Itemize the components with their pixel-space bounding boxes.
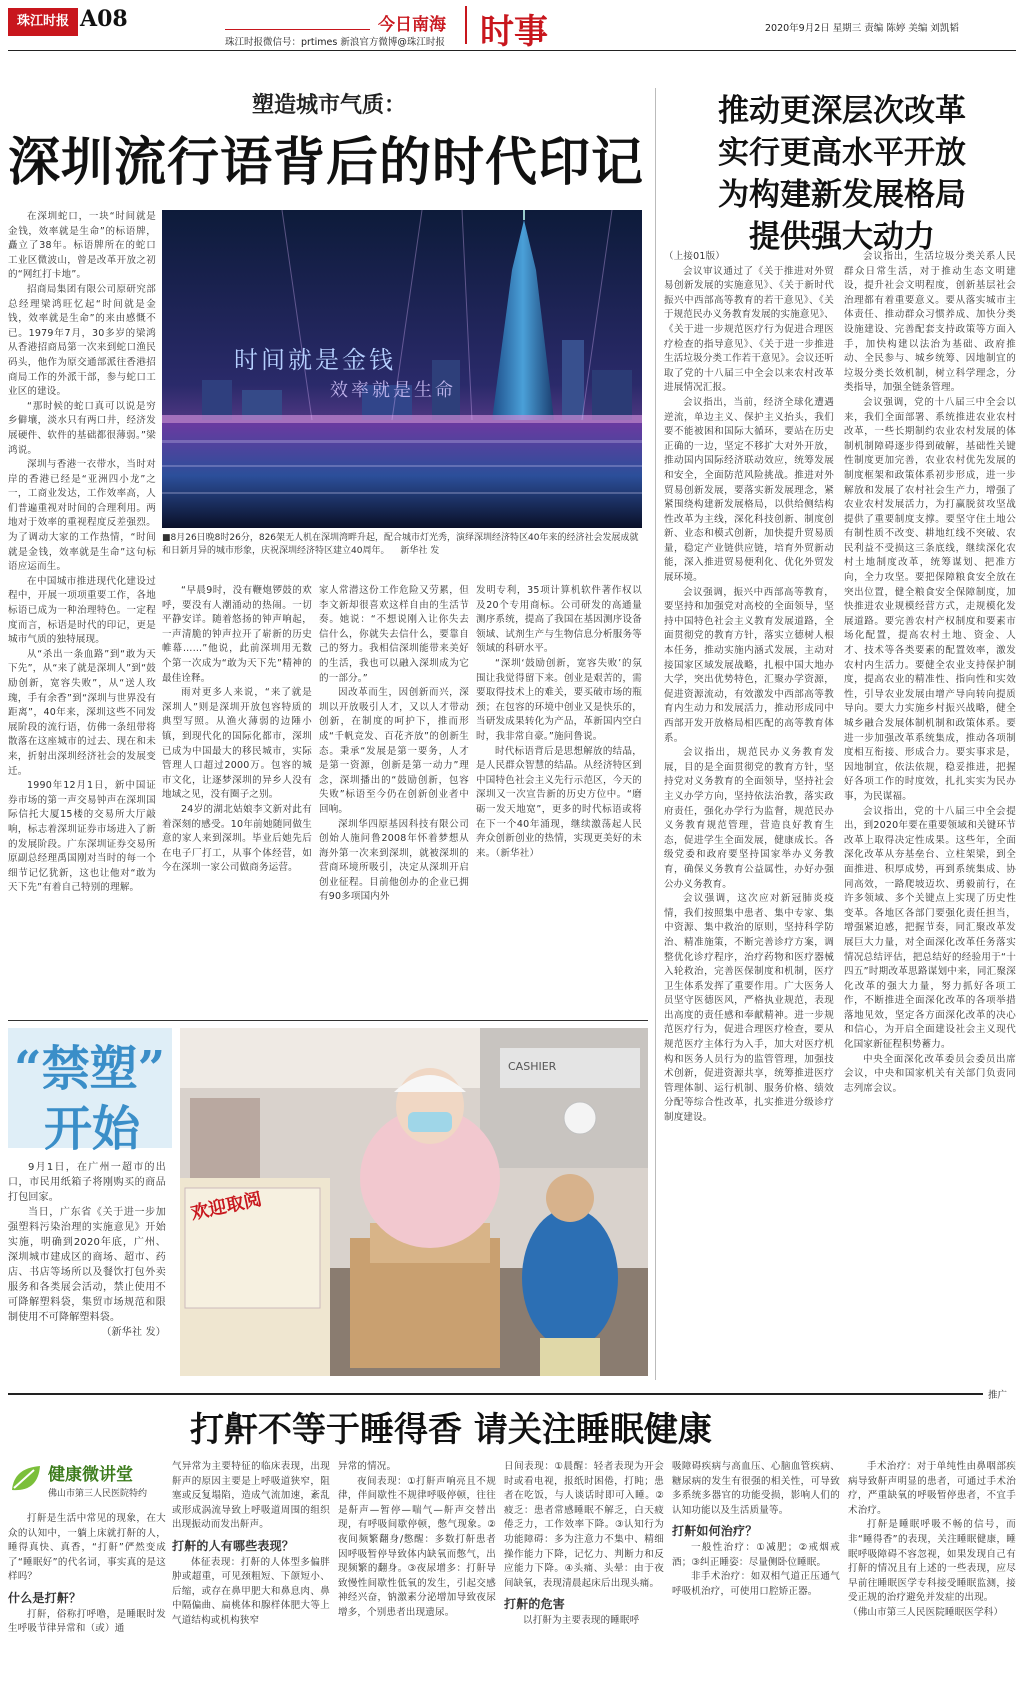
paragraph: “深圳‘鼓励创新，宽容失败’的氛围让我觉得留下来。创业是艰苦的，需要取得技术上的难关，要买破市场的瓶颈；在包容的环境中创业又是快乐的，当研发成果转化为产品，革新国内空白时，我非常自豪。”施问鲁说。 <box>476 657 642 742</box>
paragraph: 会议强调，振兴中西部高等教育，要坚持和加强党对高校的全面领导，坚持中国特色社会主义教育发展道路，全面贯彻党的教育方针，落实立德树人根本任务，推动实施内涵式发展，主动对接国家区域发展战略，扎根中国大地办大学，突出优势特色，汇聚办学资源，促进资源流动，有效激发中西部高等教育内生动力和发展活力，推动形成同中西部开发开放格局相匹配的高等教育体系。 <box>664 586 834 744</box>
headline-line: 推动更深层次改革 <box>718 93 966 129</box>
welcome-sign: 欢迎取阅 <box>188 1188 264 1225</box>
paragraph: 时代标语背后是思想解放的结晶，是人民群众智慧的结晶。从经济特区到中国特色社会主义先行示范区，今天的深圳又一次宣告新的历史方位中。“磨砺一发天地宽”，更多的时代标语或将在下一个40年涌现，继续激荡起人民奔众创新创业的热情，实现更美好的未来。（新华社） <box>476 745 642 859</box>
paper-logo: 珠江时报 <box>8 8 78 36</box>
paragraph: 在深圳蛇口，一块“时间就是金钱，效率就是生命”的标语牌，矗立了38年。标语牌所在的蛇口工业区微波山，曾是改革开放之初的“网红打卡地”。 <box>8 211 156 281</box>
drone-text-2: 效率就是生命 <box>330 380 456 401</box>
article4-column-4 <box>504 1460 664 1676</box>
column-divider <box>655 88 656 1380</box>
article4-column-3 <box>338 1460 496 1676</box>
paragraph: 手术治疗：对于单纯性由鼻咽部疾病导致鼾声明显的患者，可通过手术治疗，严重缺氧的呼吸暂停患者，不宜手术治疗。 <box>848 1461 1016 1516</box>
cashier-sign: CASHIER <box>508 1060 557 1073</box>
masthead-red-rule <box>225 29 370 30</box>
article3-body <box>8 1160 166 1374</box>
paragraph: 雨对更多人来说，“来了就是深圳人”则是深圳开放包容特质的典型写照。从渔火薄弱的边陲小镇，到现代化的国际化都市，深圳已成为中国最大的移民城市，实际管理人口超过2000万。包容的城市文化，让逐梦深圳的异乡人没有地域之见，没有圈子之别。 <box>162 687 312 801</box>
wechat-line: 珠江时报微信号：prtimes 新浪官方微博@珠江时报 <box>225 37 445 48</box>
article4-headline: 打鼾不等于睡得香 请关注睡眠健康 <box>190 1410 712 1450</box>
article1-column-2 <box>162 584 312 914</box>
ban-plastic-title-1: “禁塑” <box>14 1041 166 1097</box>
supermarket-photo <box>180 1028 648 1376</box>
page-number: A08 <box>80 6 128 32</box>
paragraph: 一般性治疗：①减肥；②戒烟戒酒；③纠正睡姿：尽量侧卧位睡眠。 <box>672 1541 840 1568</box>
leaf-icon <box>8 1462 44 1498</box>
paragraph: 在中国城市推进现代化建设过程中，开展一项项重要工作，各地标语已成为一种治理特色。一定程度而言，标语是时代的印记，更是城市气质的独特展现。 <box>8 575 156 646</box>
article1-kicker: 塑造城市气质： <box>252 92 407 118</box>
credit: （佛山市第三人民医院睡眠医学科） <box>848 1606 1004 1618</box>
article1-headline: 深圳流行语背后的时代印记 <box>8 132 645 193</box>
paragraph: “那时候的蛇口真可以说是穷乡僻壤，淡水只有两口井，经济发展硬件、软件的基础都很薄弱。”梁鸿说。 <box>8 400 156 456</box>
shenzhen-night-photo <box>162 210 642 528</box>
paragraph: 打鼾，俗称打呼噜，是睡眠时发生呼吸节律异常和（或）通 <box>8 1608 166 1635</box>
article1-left-column <box>8 210 156 980</box>
paragraph: 吸障碍疾病与高血压、心脑血管疾病、糖尿病的发生有很强的相关性，可导致多系统多器官的功能受损，影响人们的认知功能以及生活质量等。 <box>672 1461 840 1516</box>
article1-column-3 <box>319 584 469 914</box>
credit: （新华社 发） <box>101 1327 166 1338</box>
subheading: 打鼾的人有哪些表现？ <box>172 1538 295 1553</box>
badge-name: 健康微讲堂 <box>48 1465 133 1485</box>
paragraph: “早晨9时，没有鞭炮锣鼓的欢呼，要没有人潮涌动的热闹。一切平静安详。随着悠扬的钟声响起，一声清脆的钟声拉开了崭新的历史帷幕……”他说，此前深圳用无数个第一次成为“敢为天下先”精神的最佳诠释。 <box>162 585 312 684</box>
article4-column-2 <box>172 1460 330 1676</box>
paragraph: 1990年12月1日，新中国证券市场的第一声交易钟声在深圳国际信托大厦15楼的交易所大厅敲响，标志着深圳证券市场进入了新的发展阶段。广东深圳证券交易所原副总经理禹国刚对当时的每一个细节记忆犹新，这也让他对“敢为天下先”有着自己特别的理解。 <box>8 780 156 894</box>
article1-column-4 <box>476 584 642 914</box>
paragraph: 发明专利，35项计算机软件著作权以及20个专用商标。公司研发的高通量测序系统，提高了我国在基因测序设备领域、试剂生产与生物信息分析服务等领域的科研水平。 <box>476 585 642 655</box>
badge-hospital: 佛山市第三人民医院特约 <box>48 1489 148 1499</box>
paragraph: 会议强调，党的十八届三中全会以来，我们全面部署、系统推进农业农村改革，一些长期制约农业农村发展的体制机制障碍逐步得到破解，基础性关键性制度更加完善，农业农村优先发展的制度框架和政策体系初步形成，进一步解放和发展了农村社会生产力，增强了农业农村发展活力，为打赢脱贫攻坚战提供了重要制度支撑。要坚守住土地公有制性质不改变、耕地红线不突破、农民利益不受损这三条底线，继续深化农村土地制度改革，统筹谋划、把准方向，全力攻坚。要把保障粮食安全放在突出位置，健全粮食安全保障制度，加快推进农业规模经营方式，走规模化发展道路。要完善农村产权制度和要素市场化配置，提高农村土地、资金、人才、技术等各类要素的配置效率，激发农村内生活力。要健全农业支持保护制度，提高农业的精准性、指向性和实效性，引导农业发展由增产导向转向提质导向。要大力实施乡村振兴战略，健全城乡融合发展体制机制和政策体系。要进一步加强改革系统集成，推动各项制度相互衔接、形成合力。要实事求是，因地制宜，依法依规，稳妥推进，把握好各项工作的时度效，扎扎实实为民办事，为民谋福。 <box>844 396 1016 802</box>
masthead <box>0 0 1024 52</box>
paragraph: 24岁的湖北姑娘李文新对此有着深刻的感受。10年前她随同做生意的家人来到深圳。毕业后她先后在电子厂打工，从事个体经营，如今在深圳一家公司做商务运营。 <box>162 803 312 874</box>
paragraph: （上接01版） <box>664 251 725 262</box>
caption-credit: 新华社 发 <box>400 546 440 556</box>
paragraph: 会议指出，生活垃圾分类关系人民群众日常生活，对于推动生态文明建设，提升社会文明程度，创新基层社会治理都有着重要意义。要从落实城市主体责任、推动群众习惯养成、加快分类设施建设、完善配套支持政策等方面入手，加快构建以法治为基础、政府推动、全民参与、城乡统筹、因地制宜的垃圾分类长效机制，树立科学理念，分类指导，加强全链条管理。 <box>844 251 1016 394</box>
paragraph: 气异常为主要特征的临床表现，出现鼾声的原因主要是上呼吸道狭窄，阻塞或反复塌陷，造成气流加速，紊乱或形成涡流导致上呼吸道周围的组织出现振动而发出鼾声。 <box>172 1461 330 1531</box>
headline-line: 为构建新发展格局 <box>718 177 966 213</box>
section-left-label: 今日南海 <box>378 15 446 35</box>
paragraph: 异常的情况。 <box>338 1461 397 1472</box>
paragraph: 非手术治疗：如双相气道正压通气呼吸机治疗，可使用口腔矫正器。 <box>672 1571 840 1597</box>
paragraph: 会议强调，这次应对新冠肺炎疫情，我们按照集中患者、集中专家、集中资源、集中救治的原则，坚持科学防治、精准施策，不断完善诊疗方案，调整优化诊疗程序，治疗药物和医疗器械入轮救治，完善医保制度和机制，医疗卫生体系发挥了重要作用。广大医务人员坚守医德医风，严格执业规范，表现出高度的责任感和奉献精神。进一步规范医疗行为，促进合理医疗检查，要从规范医疗主体行为入手，加大对医疗机构和医务人员行为的监管管理，加强技术创新，促进资源共享，统筹推进医疗管理体制、运行机制、服务价格、绩效分配等综合性改革，扎实推进分级诊疗制度建设。 <box>664 893 834 1124</box>
subheading: 打鼾的危害 <box>504 1597 566 1612</box>
section-right-label: 时事 <box>480 12 548 52</box>
promo-tag: 推广 <box>988 1390 1008 1401</box>
paragraph: 会议指出，规范民办义务教育发展，目的是全面贯彻党的教育方针，坚持党对义务教育的全面领导，坚持社会主义办学方向，坚持依法治教，落实政府责任，强化办学行为监督，规范民办义务教育规范管理，营造良好教育生态，促进学生全面发展，健康成长。各级党委和政府要坚持国家举办义务教育，确保义务教育公益属性，办好办强公办义务教育。 <box>664 747 834 890</box>
drone-text-1: 时间就是金钱 <box>234 346 396 374</box>
subheading: 什么是打鼾？ <box>8 1590 82 1605</box>
article4-column-5 <box>672 1460 840 1676</box>
caption-text: ■8月26日晚8时26分，826架无人机在深圳湾畔升起，配合城市灯光秀，演绎深圳经济特区40年来的经济社会发展成就和日新月异的城市形象，庆祝深圳经济特区建立40周年。 <box>162 533 639 556</box>
headline-line: 提供强大动力 <box>749 219 935 255</box>
paragraph: 9月1日，在广州一超市的出口，市民用纸箱子将刚购买的商品打包回家。 <box>8 1162 166 1203</box>
paragraph: 以打鼾为主要表现的睡眠呼 <box>523 1614 640 1626</box>
paragraph: 从“杀出一条血路”到“敢为天下先”，从“来了就是深圳人”到“鼓励创新，宽容失败”，从“送人玫瑰，手有余香”到“深圳与世界没有距离”，40年来，深圳这些不同发展阶段的流行语，仿佛一条纽带将散落在这座城市的过去、现在和未来，折射出深圳经济社会的发展变迁。 <box>8 648 156 777</box>
paragraph: 因改革而生，因创新而兴，深圳以开放吸引人才，又以人才带动创新，在制度的呵护下，推而形成“千帆竞发、百花齐放”的创新生态。秉承“发展是第一要务，人才是第一资源，创新是第一动力”理念，深圳播出的“鼓励创新，包容失败”标语至今仍在创新创业者中回响。 <box>319 687 469 815</box>
paragraph: 日间表现：①晨醒：轻者表现为开会时或看电视，报纸时困倦，打盹；患者在吃饭，与人谈话时即可入睡。②疲乏：患者常感睡眠不解乏，白天疲倦乏力，工作效率下降。③认知行为功能障碍：多为注意力不集中、精细操作能力下降，记忆力、判断力和反应能力下降。④头痛、头晕：由于夜间缺氧，表现清晨起床后出现头痛。 <box>504 1461 664 1589</box>
paragraph: 打鼾是睡眠呼吸不畅的信号，而非“睡得香”的表现，关注睡眠健康，睡眠呼吸障碍不容忽视，如果发现自己有打鼾的情况且有上述的一些表现，应尽早前往睡眠医学专科接受睡眠监测，接受正规的治疗避免并发症的出现。 <box>848 1519 1016 1604</box>
paragraph: 会议审议通过了《关于推进对外贸易创新发展的实施意见》、《关于新时代振兴中西部高等教育的若干意见》、《关于规范民办义务教育发展的实施意见》、《关于进一步规范医疗行为促进合理医疗检查的指导意见》、《关于进一步推进生活垃圾分类工作若干意见》。会议还听取了党的十八届三中全会以来农村改革进展情况汇报。 <box>664 265 834 394</box>
article4-column-6 <box>848 1460 1016 1676</box>
paragraph: 招商局集团有限公司原研究部总经理梁鸿旺忆起“时间就是金钱，效率就是生命”的来由感慨不已。1979年7月，30多岁的梁鸿从香港招商局第一次来到蛇口渔民码头，他作为原交通部派往香港招商局工作的外派干部，参与蛇口工业区的建设。 <box>8 283 156 398</box>
paragraph: 中央全面深化改革委员会委员出席会议，中央和国家机关有关部门负责同志列席会议。 <box>844 1053 1016 1094</box>
paragraph: 体征表现：打鼾的人体型多偏胖肿或超重，可见颈粗短、下颌短小、后缩，或存在鼻甲肥大和鼻息肉、鼻中隔偏曲、扁桃体和腺样体肥大等上气道结构或机构狭窄 <box>172 1556 330 1626</box>
paragraph: 深圳与香港一衣带水，当时对岸的香港已经是“亚洲四小龙”之一，工商业发达，工作效率高，人们普遍重视对时间的合理利用。两地对于效率的重视程度反差强烈。为了调动大家的工作热情，“时间就是金钱，效率就是生命”这句标语应运而生。 <box>8 459 156 573</box>
masthead-rule <box>8 50 1016 51</box>
article2-column-a <box>664 250 834 1380</box>
headline-line: 实行更高水平开放 <box>718 135 966 171</box>
paragraph: 深圳华四原基因科技有限公司创始人施问鲁2008年怀着梦想从海外第一次来到深圳，就被深圳的营商环境所吸引，决定从深圳开启创业征程。目前他创办的企业已拥有90多项国内外 <box>319 818 469 903</box>
section-rule-bottom <box>8 1393 983 1395</box>
photo-caption <box>162 532 642 558</box>
paragraph: 会议指出，党的十八届三中全会提出，到2020年要在重要领域和关键环节改革上取得决定性成果。这些年，全面深化改革从夯基垒台、立柱架梁，到全面推进、积厚成势，再到系统集成、协同高效，一路爬坡迈坎、勇毅前行，在许多领域、多个关键点上实现了历史性变革。各地区各部门要强化责任担当，增强紧迫感，把握节奏，同汇聚改革发展巨大力量，对全面深化改革任务落实情况总结评估，把总结好的经验用于“十四五”时期改革思路谋划中来，同汇聚深化改革的强大力量，努力抓好各项工作，不断推进全面深化改革的各项举措落地见效，坚定各方面深化改革的决心和信心，为开启全面建设社会主义现代化国家新征程积势蓄力。 <box>844 805 1016 1051</box>
paragraph: 打鼾是生活中常见的现象，在大众的认知中，一躺上床就打鼾的人，睡得真快、真香，“打鼾”俨然变成了“睡眠好”的代名词，事实真的是这样吗？ <box>8 1513 166 1583</box>
date-line: 2020年9月2日 星期三 责编 陈婷 美编 刘凯韬 <box>765 23 959 34</box>
paragraph: 会议指出，当前，经济全球化遭遇逆流，单边主义、保护主义抬头，我们要不能被困和国际大循环，要站在历史正确的一边，坚定不移扩大对外开放，推动国内国际经济联动效应，统筹发展和安全，全面防范风险挑战。推进对外贸易创新发展，要落实新发展理念，紧紧围绕构建新发展格局，以供给侧结构性改革为主线，深化科技创新、制度创新、业态和模式创新，加快提升贸易质量，稳定产业链供应链，培育外贸新动能，深入推进贸易便利化、优化外贸发展环境。 <box>664 396 834 584</box>
article2-headline <box>668 90 1016 258</box>
paragraph: 家人常潜这份工作危险又劳累，但李文新却很喜欢这样自由的生活节奏。她说：“不想说刚入让你失去信什么，你就失去信什么，要靠自己的努力。我相信深圳能带来美好的生活，我也可以融入深圳成为它的一部分。” <box>319 585 469 684</box>
article4-column-1 <box>8 1512 166 1676</box>
health-badge <box>8 1458 158 1508</box>
subheading: 打鼾如何治疗？ <box>672 1524 758 1539</box>
section-divider <box>465 6 467 44</box>
paragraph: 当日，广东省《关于进一步加强塑料污染治理的实施意见》开始实施，明确到2020年底，广州、深圳城市建成区的商场、超市、药店、书店等场所以及餐饮打包外卖服务和各类展会活动，禁止使用不可降解塑料袋，集贸市场规范和限制使用不可降解塑料袋。 <box>8 1207 166 1323</box>
article2-column-b <box>844 250 1016 1380</box>
ban-plastic-title-2: 开始 <box>44 1101 141 1157</box>
paragraph: 夜间表现：①打鼾声响亮且不规律，伴间歇性不规律呼吸停顿，往往是鼾声—暂停—喘气—鼾声交替出现，有呼吸间歇停顿，憋气现象。②夜间频繁翻身/憋醒：多数打鼾患者因呼吸暂停导致体内缺氧而憋气，出现频繁的翻身。③夜尿增多：打鼾导致慢性间歇性低氧的发生，引起交感神经兴奋，钠激素分泌增加导致夜尿增多，个别患者出现遗尿。 <box>338 1475 496 1618</box>
section-rule <box>8 1020 648 1021</box>
